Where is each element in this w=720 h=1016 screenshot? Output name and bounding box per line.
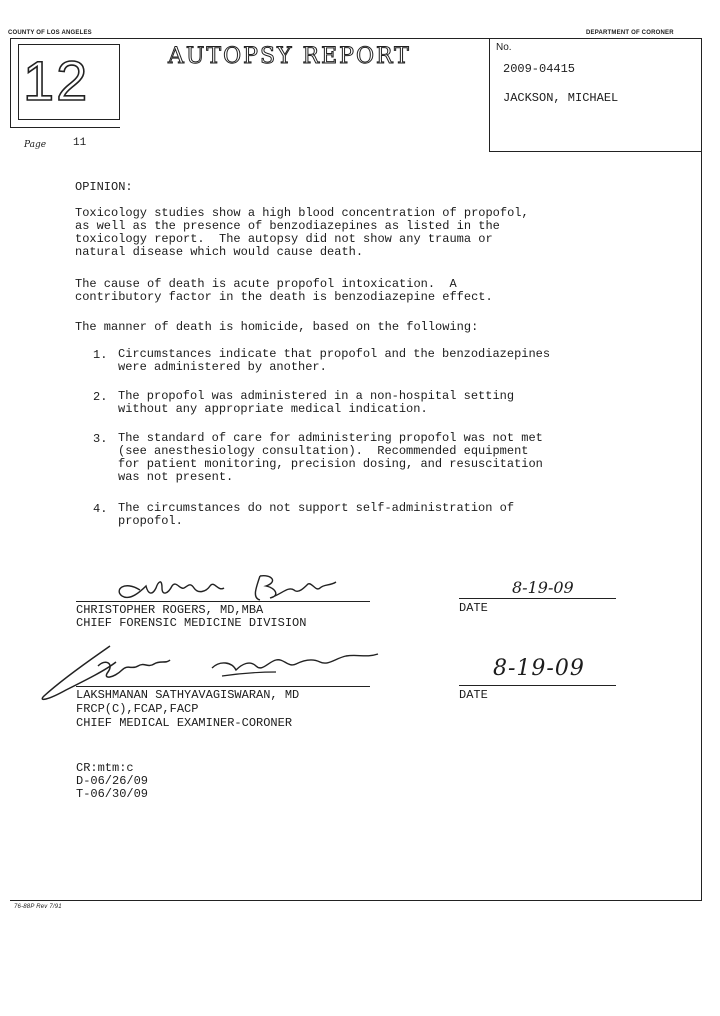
initials: CR:mtm:c xyxy=(76,761,134,775)
header-left-rule xyxy=(10,38,11,128)
text-line: natural disease which would cause death. xyxy=(75,245,364,259)
page-label: Page xyxy=(24,140,47,150)
typed-date: T-06/30/09 xyxy=(76,787,149,801)
text-line: The standard of care for administering propofol was not met xyxy=(118,431,543,445)
date-handwritten-2: 8-19-09 xyxy=(493,656,585,681)
text-line: without any appropriate medical indication. xyxy=(118,402,428,416)
opinion-heading: OPINION: xyxy=(75,180,133,194)
page-bottom-rule xyxy=(10,900,702,901)
text-line: were administered by another. xyxy=(118,360,327,374)
text-line: contributory factor in the death is benzodiazepine effect. xyxy=(75,290,493,304)
text-line: Circumstances indicate that propofol and the benzodiazepines xyxy=(118,347,551,361)
paragraph-cause xyxy=(75,278,493,304)
form-code: 76-88P Rev 7/91 xyxy=(14,904,62,910)
form-number-box xyxy=(18,44,120,120)
page-number: 11 xyxy=(73,137,87,149)
county-label: COUNTY OF LOS ANGELES xyxy=(8,30,92,36)
case-number: 2009-04415 xyxy=(503,62,576,76)
text-line: toxicology report. The autopsy did not show any trauma or xyxy=(75,232,493,246)
date-line-1 xyxy=(459,598,616,599)
signer-title-2: CHIEF MEDICAL EXAMINER-CORONER xyxy=(76,716,293,730)
signature-line-1 xyxy=(76,601,370,602)
text-line: for patient monitoring, precision dosing, and resuscitation xyxy=(118,457,543,471)
text-line: (see anesthesiology consultation). Recommended equipment xyxy=(118,444,529,458)
list-item xyxy=(93,502,514,528)
text-line: as well as the presence of benzodiazepines as listed in the xyxy=(75,219,500,233)
item-number: 2. xyxy=(93,390,108,404)
list-item xyxy=(93,348,550,374)
item-number: 4. xyxy=(93,502,108,516)
text-line: The cause of death is acute propofol intoxication. A xyxy=(75,277,457,291)
date-label-1: DATE xyxy=(459,601,488,615)
text-line: The circumstances do not support self-administration of xyxy=(118,501,515,515)
signer-title-1: CHIEF FORENSIC MEDICINE DIVISION xyxy=(76,616,307,630)
case-box-right-rule xyxy=(701,38,702,152)
list-item xyxy=(93,432,543,484)
footer-block xyxy=(76,762,148,801)
case-box-left-rule xyxy=(489,38,490,152)
page-right-rule xyxy=(701,152,702,901)
case-box-bottom-rule xyxy=(489,151,702,152)
text-line: was not present. xyxy=(118,470,234,484)
date-label-2: DATE xyxy=(459,688,488,702)
item-number: 3. xyxy=(93,432,108,446)
text-line: The manner of death is homicide, based on the following: xyxy=(75,320,479,334)
header-bottom-left-rule xyxy=(10,127,120,128)
department-label: DEPARTMENT OF CORONER xyxy=(586,30,674,36)
paragraph-toxicology xyxy=(75,207,529,259)
date-handwritten-1: 8-19-09 xyxy=(512,578,574,597)
signer-credentials-2: FRCP(C),FCAP,FACP xyxy=(76,702,199,716)
text-line: The propofol was administered in a non-hospital setting xyxy=(118,389,515,403)
dictated-date: D-06/26/09 xyxy=(76,774,149,788)
item-number: 1. xyxy=(93,348,108,362)
report-title: AUTOPSY REPORT xyxy=(168,44,411,69)
form-number: 12 xyxy=(23,49,90,112)
list-item xyxy=(93,390,514,416)
header-top-rule xyxy=(10,38,702,39)
decedent-name: JACKSON, MICHAEL xyxy=(503,91,619,105)
signature-line-2 xyxy=(76,686,370,687)
no-label: No. xyxy=(496,42,512,53)
text-line: propofol. xyxy=(118,514,183,528)
signer-name-2: LAKSHMANAN SATHYAVAGISWARAN, MD xyxy=(76,688,300,702)
date-line-2 xyxy=(459,685,616,686)
paragraph-manner xyxy=(75,321,478,334)
text-line: Toxicology studies show a high blood concentration of propofol, xyxy=(75,206,529,220)
signature-rogers xyxy=(110,568,360,604)
signer-name-1: CHRISTOPHER ROGERS, MD,MBA xyxy=(76,603,264,617)
